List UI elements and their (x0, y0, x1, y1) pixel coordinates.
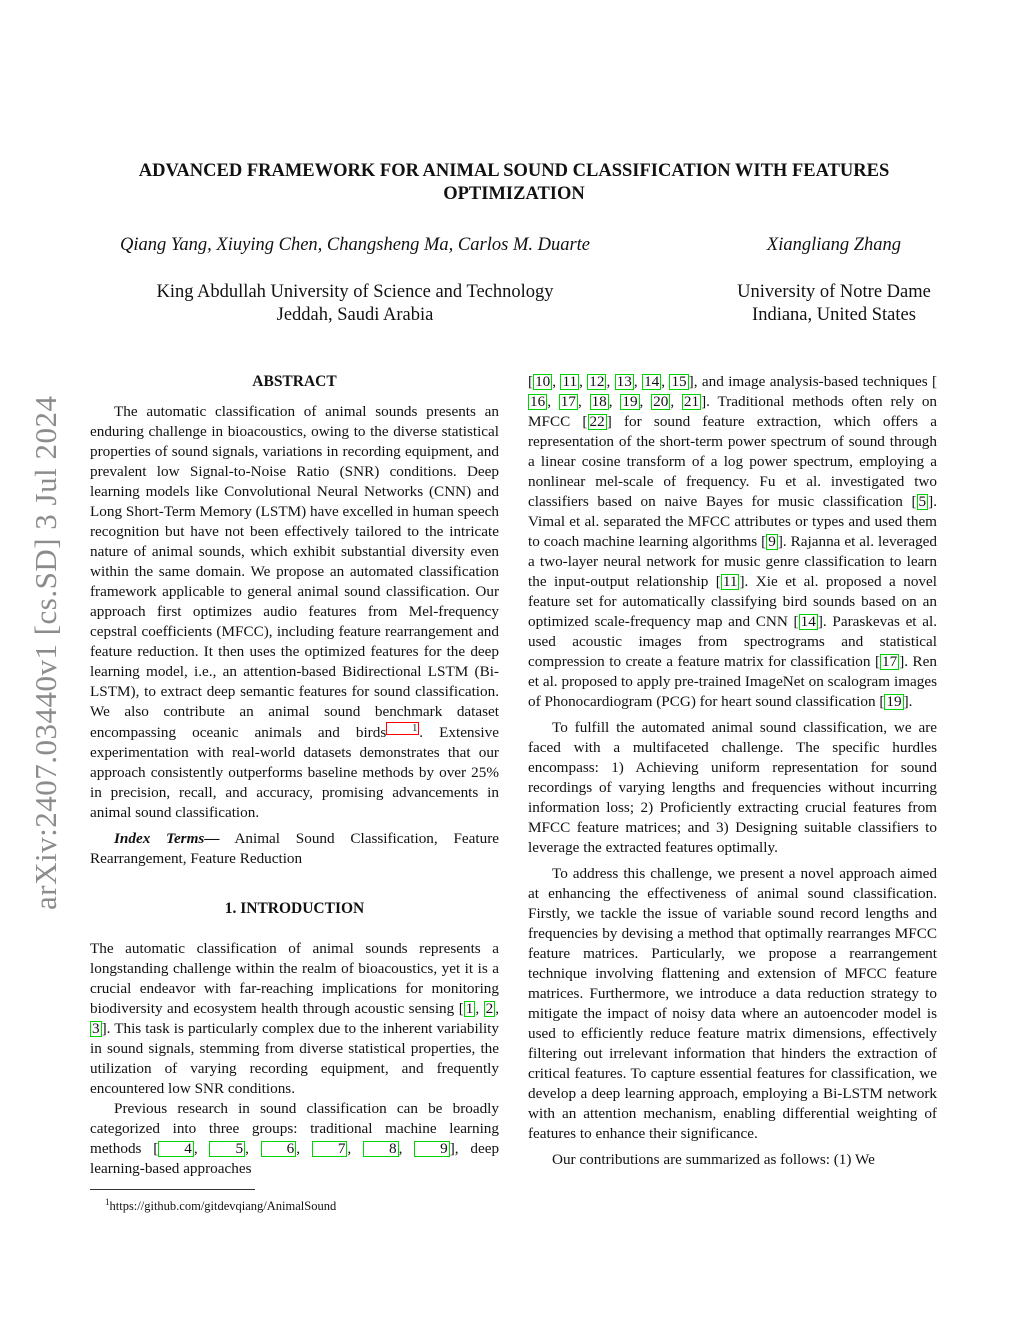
author-block-left (95, 234, 615, 327)
citation-link[interactable]: 19 (886, 693, 902, 710)
citation-link[interactable]: 17 (882, 653, 898, 670)
footnote-link[interactable]: 1 (386, 722, 419, 735)
citation-separator: , (670, 393, 682, 410)
footnote-url[interactable]: https://github.com/gitdevqiang/AnimalSound (109, 1199, 337, 1214)
intro-text: ]. This task is particularly complex due to the inherent variability in sound signals, stemming from diverse statistical properties, the utilization of varying recording equipment, and frequently encountered low SNR conditions. (90, 1020, 499, 1098)
intro-paragraph-2 (90, 1099, 499, 1179)
author-block-right (718, 234, 950, 327)
citation-separator: , (606, 373, 615, 390)
citation-link[interactable]: 18 (591, 393, 607, 410)
citation-link[interactable]: 20 (653, 393, 669, 410)
citation-separator: , (495, 1000, 500, 1018)
index-terms (90, 829, 499, 869)
citation-link[interactable]: 11 (562, 373, 578, 390)
citation-separator: , (552, 373, 561, 390)
body-text: ]. Ren et al. proposed to apply pre-trained ImageNet on scalogram images of Phonocardiogram (PCG) for heart sound classification [ (528, 653, 937, 710)
citation-link[interactable]: 9 (414, 1141, 450, 1157)
intro-text: ], deep learning-based approaches (90, 1140, 500, 1178)
citation-link[interactable]: 6 (261, 1141, 297, 1157)
citation-separator: , (608, 393, 621, 410)
citation-separator: , (547, 393, 559, 410)
footnote-divider (90, 1189, 255, 1190)
citation-link[interactable]: 1 (465, 1000, 474, 1018)
citation-link[interactable]: 7 (312, 1141, 348, 1157)
citation-separator: , (398, 1140, 415, 1158)
paper-title (90, 160, 938, 206)
abstract-heading: ABSTRACT (252, 373, 337, 390)
intro-text: Previous research in sound classification can be broadly categorized into three groups: traditional machine learning methods [ (90, 1100, 499, 1158)
affiliation-right-line-2: Indiana, United States (752, 305, 916, 325)
footnote (105, 1194, 336, 1214)
body-text: ]. Vimal et al. separated the MFCC attributes or types and used them to coach machine learning algorithms [ (528, 493, 937, 550)
body-text: ]. (903, 693, 913, 710)
body-text: ]. Rajanna et al. leveraged a two-layer neural network for music genre classification to learn the input-output relationship [ (528, 533, 938, 590)
citation-link[interactable]: 21 (683, 393, 700, 410)
citation-link[interactable]: 4 (158, 1141, 194, 1157)
citation-separator: , (475, 1000, 484, 1018)
body-text: ]. Traditional methods often rely on MFCC [ (528, 393, 938, 430)
citation-link[interactable]: 9 (768, 533, 776, 550)
citation-separator: , (579, 373, 588, 390)
abstract-text-end: . Extensive experimentation with real-world datasets demonstrates that our approach consistently outperforms baseline methods by over 25% in precision, recall, and accuracy, promising advancements in animal sound classification. (90, 724, 499, 822)
citation-link[interactable]: 10 (535, 373, 551, 390)
citation-link[interactable]: 15 (671, 373, 687, 390)
citation-link[interactable]: 12 (589, 373, 605, 390)
citation-link[interactable]: 5 (918, 493, 927, 510)
affiliation-right-line-1: University of Notre Dame (737, 282, 931, 302)
citation-separator: , (633, 373, 643, 390)
citation-link[interactable]: 5 (209, 1141, 245, 1157)
citation-link[interactable]: 8 (363, 1141, 399, 1157)
author-names-right: Xiangliang Zhang (766, 235, 902, 255)
citation-link[interactable]: 16 (530, 393, 546, 410)
introduction-heading: 1. INTRODUCTION (224, 900, 365, 918)
citation-link[interactable]: 11 (722, 573, 738, 590)
right-paragraph-4: Our contributions are summarized as follows: (1) We (552, 1151, 875, 1168)
right-paragraph-1: [ 10 , 11 , 12 , 13 , 14 , 15 ], and image analysis-based techniques [16 , 17 , 18 , 19 , 20 , 21 ]. Traditional methods often rely on MFCC [ 22 ] for sound feature extraction, which offers a representation of the short-term power spectrum of sound through a linear cosine transform of a log power spectrum, employing a nonlinear mel-scale of frequency. Fu et al. investigated two classifiers based on naive Bayes for music classification [ 5 ]. Vimal et al. separated the MFCC attributes or types and used them to coach machine learning algorithms [ 9 ]. Rajanna et al. leveraged a two-layer neural network for music genre classification to learn the input-output relationship [ 11 ]. Xie et al. proposed a novel feature set for automatically classifying bird sounds based on an optimized scale-frequency map and CNN [ 14 ]. Paraskevas et al. used acoustic images from spectrograms and statistical compression to create a feature matrix for classification [ 17 ]. Ren et al. proposed to apply pre-trained ImageNet on scalogram images of Phonocardiogram (PCG) for heart sound classification [ 19 ]. (528, 373, 938, 710)
index-terms-label: Index Terms— (114, 830, 220, 848)
abstract-text: The automatic classification of animal sounds presents an enduring challenge in bioacoustics, owing to the diverse statistical properties of sound signals, variations in recording equipment, and prevalent low Signal-to-Noise Ratio (SNR) conditions. Deep learning models like Convolutional Neural Networks (CNN) and Long Short-Term Memory (LSTM) have excelled in human speech recognition but have not been effectively tailored to the intricate nature of animal sounds, which exhibit substantial diversity even within the same domain. We propose an automated classification framework applicable to general animal sound classification. Our approach first optimizes audio features from Mel-frequency cepstral coefficients (MFCC), including feature rearrangement and feature reduction. It then uses the optimized features for the deep learning model, i.e., an attention-based Bidirectional LSTM (Bi-LSTM), to extract deep semantic features for sound classification. We also contribute an animal sound benchmark dataset encompassing oceanic animals and birds (90, 403, 499, 742)
right-paragraph-2: To fulfill the automated animal sound classification, we are faced with a multifaceted challenge. The specific hurdles encompass: 1) Achieving uniform representation for sound recordings of varying lengths and frequencies without incurring information loss; 2) Proficiently extracting crucial features from MFCC feature matrices; and 3) Designing suitable classifiers to leverage the extracted features optimally. (528, 719, 937, 856)
citation-separator: , (193, 1140, 210, 1158)
right-paragraph-3: To address this challenge, we present a novel approach aimed at enhancing the effectiveness of animal sound classification. Firstly, we tackle the issue of variable sound record lengths and frequencies by devising a method that optimally rearranges MFCC feature matrices. Particularly, we propose a rearrangement technique involving flattening and extension of MFCC feature matrices. Furthermore, we introduce a data reduction strategy to mitigate the impact of noisy data where an autoencoder model is used to efficiently reduce feature matrix dimensions, effectively filtering out irrelevant information that hinders the extraction of critical features. To capture essential features for classification, we develop a deep learning approach, employing a Bi-LSTM network with an attention mechanism, enabling differential weighting of features to enhance their significance. (528, 865, 937, 1142)
citation-separator: , (661, 373, 670, 390)
left-column (90, 372, 499, 1179)
body-text: ], and image analysis-based techniques [ (688, 373, 938, 390)
author-names-left: Qiang Yang, Xiuying Chen, Changsheng Ma, Carlos M. Duarte (119, 235, 591, 255)
citation-link[interactable]: 14 (644, 373, 660, 390)
citation-separator: , (245, 1140, 261, 1158)
title-line-2: OPTIMIZATION (443, 184, 585, 204)
citation-link[interactable]: 14 (800, 613, 816, 630)
citation-link[interactable]: 17 (560, 393, 576, 410)
citation-link[interactable]: 13 (616, 373, 632, 390)
citation-separator: , (577, 393, 590, 410)
citation-separator: , (296, 1140, 312, 1158)
citation-separator: , (639, 393, 652, 410)
footnote-mark: 1 (105, 1197, 110, 1207)
affiliation-left-line-2: Jeddah, Saudi Arabia (276, 305, 434, 325)
citation-link[interactable]: 3 (92, 1020, 100, 1038)
right-column (528, 372, 937, 1170)
index-terms-text: Animal Sound Classification, Feature Rearrangement, Feature Reduction (90, 830, 499, 868)
body-text: ]. Xie et al. proposed a novel feature set for automatically classifying bird sounds based on an optimized scale-frequency map and CNN [ (528, 573, 937, 630)
body-text: ]. Paraskevas et al. used acoustic images from spectrograms and statistical compression to create a feature matrix for classification [ (528, 613, 937, 670)
citation-link[interactable]: 19 (622, 393, 638, 410)
affiliation-left-line-1: King Abdullah University of Science and Technology (156, 282, 554, 302)
arxiv-identifier: arXiv:2407.03440v1 [cs.SD] 3 Jul 2024 (28, 395, 63, 910)
intro-text: The automatic classification of animal sounds represents a longstanding challenge within the realm of bioacoustics, yet it is a crucial endeavor with far-reaching implications for monitoring biodiversity and ecosystem health through acoustic sensing [ (90, 940, 499, 1018)
title-line-1: ADVANCED FRAMEWORK FOR ANIMAL SOUND CLASSIFICATION WITH FEATURES (138, 161, 890, 181)
citation-link[interactable]: 2 (485, 1000, 494, 1018)
abstract-paragraph (90, 402, 499, 823)
intro-paragraph-1 (90, 939, 499, 1099)
body-text: ] for sound feature extraction, which offers a representation of the short-term power spectrum of sound through a linear cosine transform of a log power spectrum, employing a nonlinear mel-scale of frequency. Fu et al. investigated two classifiers based on naive Bayes for music classification [ (528, 413, 937, 510)
citation-link[interactable]: 22 (589, 413, 605, 430)
citation-separator: , (347, 1140, 363, 1158)
